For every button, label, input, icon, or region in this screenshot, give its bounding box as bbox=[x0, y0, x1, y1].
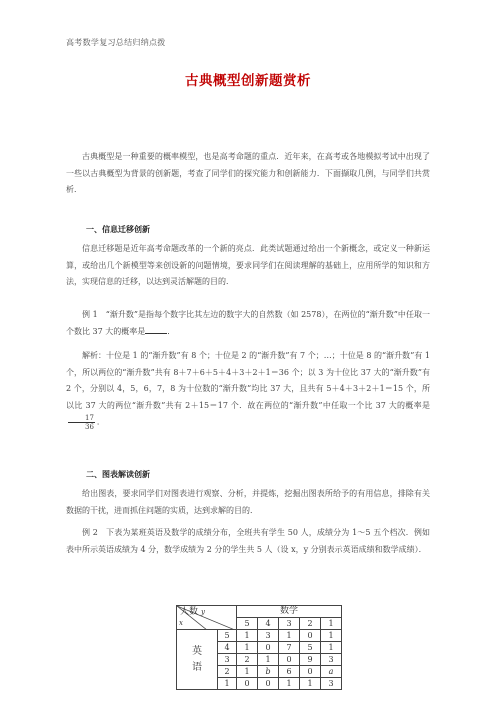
english-score-cell: 4 bbox=[218, 642, 237, 654]
example-1-suffix: ． bbox=[167, 326, 176, 336]
math-score-cell: 4 bbox=[258, 618, 279, 630]
answer-numerator: 17 bbox=[68, 414, 95, 423]
table-corner-cell bbox=[177, 606, 237, 630]
table-cell: 3 bbox=[321, 654, 342, 666]
page-title: 古典概型创新题赏析 bbox=[185, 73, 311, 89]
answer-fraction bbox=[68, 414, 95, 431]
table-cell: 0 bbox=[300, 666, 321, 678]
table-cell: 9 bbox=[300, 654, 321, 666]
section-2-heading: 二、图表解读创新 bbox=[86, 469, 150, 479]
table-cell: 1 bbox=[300, 678, 321, 690]
table-cell: 0 bbox=[258, 678, 279, 690]
math-score-cell: 2 bbox=[300, 618, 321, 630]
english-score-cell: 5 bbox=[218, 630, 237, 642]
corner-x-label: x bbox=[179, 619, 183, 627]
corner-count-label: 人数 bbox=[180, 607, 199, 617]
corner-y-label: y bbox=[201, 608, 205, 616]
english-header bbox=[177, 630, 218, 690]
table-cell: 1 bbox=[279, 678, 300, 690]
table-cell: 5 bbox=[300, 642, 321, 654]
table-cell: 1 bbox=[321, 642, 342, 654]
table-cell: a bbox=[321, 666, 342, 678]
english-score-cell: 1 bbox=[218, 678, 237, 690]
english-score-cell: 3 bbox=[218, 654, 237, 666]
table-cell: 0 bbox=[258, 642, 279, 654]
table-cell: 0 bbox=[237, 678, 258, 690]
english-label: 英语 bbox=[192, 645, 202, 673]
math-score-cell: 1 bbox=[321, 618, 342, 630]
section-1-paragraph: 信息迁移题是近年高考命题改革的一个新的亮点．此类试题通过给出一个新概念，或定义一种新运算，或给出几个新模型等来创设新的问题情境，要求同学们在阅读理解的基础上，应用所学的知识和方法，实现信息的迁移，以达到灵活解题的目的． bbox=[66, 244, 430, 286]
answer-blank bbox=[145, 324, 167, 334]
table-cell: 1 bbox=[279, 630, 300, 642]
table-row bbox=[177, 630, 342, 642]
math-score-cell: 3 bbox=[279, 618, 300, 630]
table-cell: 3 bbox=[321, 678, 342, 690]
table-cell: 1 bbox=[258, 654, 279, 666]
table-cell: 1 bbox=[237, 630, 258, 642]
example-1 bbox=[66, 307, 430, 340]
solution-suffix: ． bbox=[96, 417, 105, 427]
example-1-solution bbox=[66, 348, 430, 431]
table-cell: b bbox=[258, 666, 279, 678]
example-2: 例 2 下表为某班英语及数学的成绩分布，全班共有学生 50 人，成绩分为 1～5 五个档次．例如表中所示英语成绩为 4 分，数学成绩为 2 分的学生共 5 人（设 x，y 分别表示英语成绩和数学成绩）． bbox=[66, 528, 430, 554]
grade-distribution-table bbox=[176, 605, 342, 690]
table-cell: 0 bbox=[279, 654, 300, 666]
table-cell: 7 bbox=[279, 642, 300, 654]
solution-text: 解析：十位是 1 的“渐升数”有 8 个；十位是 2 的“渐升数”有 7 个；…；十位是 8 的“渐升数”有 1 个，所以两位的“渐升数”共有 8＋7＋6＋5＋4＋3＋2＋1＝36 个；以 3 为十位比 37 大的“渐升数”有 2 个，分别以 4，5，6，7，8 为十位数的“渐升数”均比 37 大，且共有 5＋4＋3＋2＋1＝15 个，所以比 37 大的两位“渐升数”共有 2＋15＝17 个．故在两位的“渐升数”中任取一个比 37 大的概率是 bbox=[66, 351, 430, 410]
section-1-heading: 一、信息迁移创新 bbox=[86, 224, 150, 234]
table-cell: 1 bbox=[321, 630, 342, 642]
running-header: 高考数学复习总结归纳点拨 bbox=[66, 38, 166, 47]
table-cell: 1 bbox=[237, 666, 258, 678]
table-cell: 3 bbox=[258, 630, 279, 642]
english-score-cell: 2 bbox=[218, 666, 237, 678]
answer-denominator: 36 bbox=[85, 423, 94, 431]
table-cell: 2 bbox=[237, 654, 258, 666]
example-1-text: 例 1 “渐升数”是指每个数字比其左边的数字大的自然数（如 2578），在两位的“渐升数”中任取一个数比 37 大的概率是 bbox=[66, 310, 430, 336]
section-2-paragraph: 给出图表，要求同学们对图表进行观察、分析，并提炼，挖掘出图表所给予的有用信息，排除有关数据的干扰，进而抓住问题的实质，达到求解的目的． bbox=[66, 489, 430, 515]
table-cell: 1 bbox=[237, 642, 258, 654]
intro-paragraph: 古典概型是一种重要的概率模型，也是高考命题的重点．近年来，在高考或各地模拟考试中出现了一些以古典概型为背景的创新题，考查了同学们的探究能力和创新能力．下面撷取几例，与同学们共赏析． bbox=[66, 152, 430, 194]
table-cell: 6 bbox=[279, 666, 300, 678]
table-cell: 0 bbox=[300, 630, 321, 642]
math-score-cell: 5 bbox=[237, 618, 258, 630]
math-header: 数学 bbox=[237, 606, 342, 618]
